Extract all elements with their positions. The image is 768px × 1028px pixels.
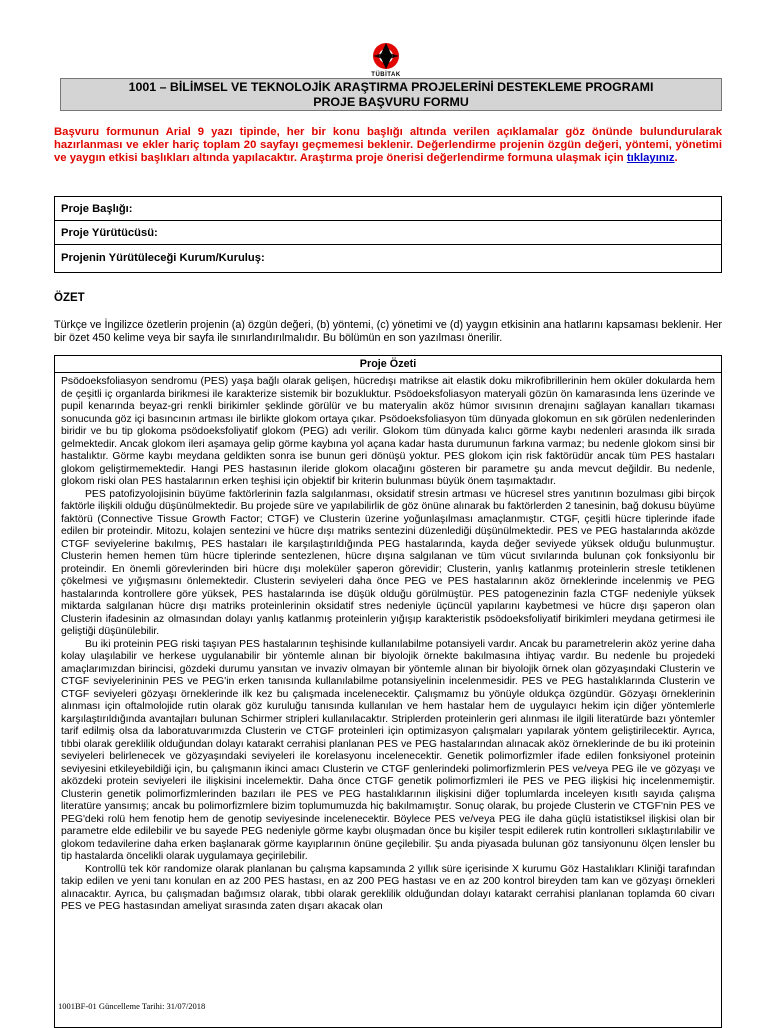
summary-paragraph: Psödoeksfoliasyon sendromu (PES) yaşa bağlı olarak gelişen, hücredışı matrikse ait elastik doku mikrofibrillerinin hem oküler dokularda hem de çeşitli iç organlarda birikmesi ile karakterize sistemik bir bozukluktur. Psödoeksfoliasyon materyali gözün ön kamarasında lens üzerinde ve pupil kenarında beyaz-gri renkli birikimler şeklinde görülür ve bu materyalin aköz hümor sıvısının drenajını sağlayan kanalları tıkaması sonucunda göz içi basıncının artması ile birlikte glokom ortaya çıkar. Psödoeksfoliasyon tüm dünyada glokomun en sık görülen nedenlerinden biridir ve bu tip glokoma psödoeksfoliyatif glokom (PEG) adı verilir. Glokom tüm dünyada kalıcı görme kaybı nedenleri arasında ilk sırada gelmektedir. Ancak glokom ileri aşamaya gelip görme kaybına yol açana kadar hasta durumunun farkına varmaz; bu nedenle glokom sinsi bir hastalıktır. Görme kaybı meydana geldikten sonra ise bunun geri dönüşü yoktur. PES glokom için risk faktörüdür ancak tüm PES hastaları glokom geliştirmemektedir. Hangi PES hastasının ileride glokom olacağını gösteren bir parametre şu anda mevcut değildir. Bu nedenle, glokom riski olan PES hastalarının erken teşhisi için objektif bir kriterin bulunması büyük önem taşımaktadır. bbox=[61, 376, 715, 487]
project-title-field[interactable]: Proje Başlığı: bbox=[55, 197, 721, 221]
summary-header: Proje Özeti bbox=[55, 356, 721, 373]
instruction-notice bbox=[54, 126, 722, 166]
ozet-description: Türkçe ve İngilizce özetlerin projenin (a) özgün değeri, (b) yöntemi, (c) yönetimi ve (d) yaygın etkisinin ana hatlarını kapsaması beklenir. Her bir özet 450 kelime veya bir sayfa ile sınırlandırılmalıdır. Bu bölümün en son yazılması önerilir. bbox=[54, 319, 722, 344]
summary-paragraph: Bu iki proteinin PEG riski taşıyan PES hastalarının teşhisinde kullanılabilme potansiyeli vardır. Ancak bu parametrelerin aköz yerine daha kolay ulaşılabilir ve herkese uygulanabilir bir yöntemle alınan bir biyolojik örnekte bakılmasına ihtiyaç vardır. Bu nedenle bu projedeki amaçlarımızdan birincisi, gözdeki durumu yansıtan ve invaziv olmayan bir yöntemle alınan bir biyolojik örnek olan gözyaşındaki Clusterin ve CTGF seviyelerininin PES ve PEG'in erken tanısında kullanılabilme potansiyelinin incelenmesidir. PES ve PEG hastalıklarında Clusterin ve CTGF seviyeleri gözyaşı örneklerinde ilk kez bu çalışmada incelenecektir. Çalışmamız bu yönüyle oldukça özgündür. Gözyaşı örneklerinin alınması için oftalmolojide rutin olarak göz kuruluğu tanısında kullanılan ve hem hastalar hem de uygulayıcı hekim için diğer yöntemlerle karşılaştırıldığında avantajları bulunan Schirmer stripleri kullanılacaktır. Striplerden proteinlerin geri alınması ile ilgili literatürde bazı yöntemler tarif edilmiş olsa da laboratuvarımızda Clusterin ve CTGF proteinleri için optimizasyon çalışmaları yapılarak yöntem geliştirilecektir. Ayrıca, tıbbi olarak gereklilik olduğundan dolayı katarakt cerrahisi planlanan PES ve PEG hastalarından alınacak aköz örneklerinde de bu iki proteinin seviyeleri belirlenecek ve gözyaşındaki seviyeleri ile korelasyonu incelenecektir. Genetik polimorfizmler ifade edilen fonksiyonel proteinin seviyesini etkileyebildiği için, bu çalışmanın ikinci amacı Clusterin ve CTGF genlerindeki polimorfizmlerin PES ve/veya PEG ile ve gözyaşı ve aközdeki protein seviyeleri ile ilişkisini incelemektir. Daha önce CTGF genetik polimorfizmleri ile PES ve PEG ilişkisi hiç incelenmemiştir. Clusterin genetik polimorfizmlerinden bazıları ile PES ve PEG hastalıklarının ilişkisini diğer toplumlarda inceleyen kısıtlı sayıda çalışma literatüre yansımış; ancak bu polimorfizmlere bizim toplumumuzda hiç bakılmamıştır. Sonuç olarak, bu projede Clusterin ve CTGF'nin PES ve PEG'deki rolü hem fenotip hem de genotip seviyesinde incelenecektir. Böylece PES ve/veya PEG ile daha güçlü istatistiksel ilişkisi olan bir parametre elde edilebilir ve bu sayede PEG nedeniyle görme kaybı oluşmadan önce bu kişiler tespit edilerek rutin kontrolleri sıklaştırılabilir ve glokom tedavilerine daha erken başlanarak görme kayıplarının önüne geçilebilir. Şu anda piyasada bulunan göz tansiyonunu ölçen lensler bu tip hastalarda öncelikli olarak uygulamaya geçirilebilir. bbox=[61, 638, 715, 862]
summary-body[interactable] bbox=[55, 373, 721, 914]
logo-text: TÜBİTAK bbox=[371, 72, 401, 78]
evaluation-form-link[interactable]: tıklayınız bbox=[626, 152, 675, 165]
section-heading-ozet: ÖZET bbox=[54, 292, 85, 304]
notice-text: Başvuru formunun Arial 9 yazı tipinde, her bir konu başlığı altında verilen açıklamalar göz önünde bulundurularak hazırlanması ve ekler hariç toplam 20 sayfayı geçmemesi beklenir. Değerlendirme projenin özgün değeri, yöntemi, yönetimi ve yaygın etkisi başlıkları altında yapılacaktır. Araştırma proje önerisi değerlendirme formuna ulaşmak için bbox=[54, 126, 722, 165]
notice-end: . bbox=[674, 152, 678, 165]
document-footer: 1001BF-01 Güncelleme Tarihi: 31/07/2018 bbox=[58, 1001, 209, 1011]
summary-paragraph: PES patofizyolojisinin büyüme faktörlerinin fazla salgılanması, oksidatif stresin artması ve hücresel stres yanıtının bozulması gibi birçok faktörle ilişkili olduğu düşünülmektedir. Bu projede süre ve yapılabilirlik de göz önüne alınarak bu faktörlerden 2 tanesinin, bağ dokusu büyüme faktörü (Connective Tissue Growth Factor; CTGF) ve Clusterin üzerine yoğunlaşılması amaçlanmıştır. CTGF, çeşitli hücre tiplerinde ifade edilen bir proteindir. Mitozu, kolajen sentezini ve hücre dışı matriks sentezini düzenlediği düşünülmektedir. PES ve PEG hastalarında aközde CTGF seviyelerine bakılmış, PES hastaları ile karşılaştırıldığında PEG hastalarında, kayda değer seviyede yüksek olduğu bulunmuştur. Clusterin hemen hemen tüm hücre tiplerinde sentezlenen, hücre dışına salgılanan ve tüm vücut sıvılarında bulunan çok fonksiyonlu bir proteindir. En önemli görevlerinden biri hücre dışı moleküler şaperon görevidir; Clusterin, yanlış katlanmış proteinlerin stresle tetiklenen çökelmesi ve yığışmasını önlemektedir. Clusterin seviyeleri daha önce PEG ve PES hastalarının aköz örneklerinde incelenmiş ve PEG hastalarında kontrollere göre yüksek, PES hastalarında ise düşük olduğu görülmüştür. PES patogenezinin fazla CTGF nedeniyle yüksek miktarda salgılanan hücre dışı matriks proteinlerinin oksidatif stres nedeniyle üçüncül yapılarını kaybetmesi ve hücre dışı şaperon olan Clusterin ifadesinin az olmasından dolayı yanlış katlanmış proteinlerin yığışıp karakteristik psödoeksfoliyatif birikimleri meydana getirmesi ile geliştiği düşünülebilir. bbox=[61, 488, 715, 637]
form-title bbox=[60, 78, 722, 111]
project-lead-field[interactable]: Proje Yürütücüsü: bbox=[55, 221, 721, 245]
summary-paragraph: Kontrollü tek kör randomize olarak planlanan bu çalışma kapsamında 2 yıllık süre içerisinde X kurumu Göz Hastalıkları Kliniği tarafından takip edilen ve yeni tanı konulan en az 200 PES hastası, en az 200 PEG hastası ve en az 200 kontrol bireyden tam kan ve gözyaşı örnekleri alınacaktır. Ayrıca, bu çalışmadan bağımsız olarak, tıbbi olarak gereklilik olduğundan dolayı katarakt cerrahisi planlanan toplamda 60 civarı PES ve PEG hastasından ameliyat sırasında zaten dışarı akacak olan bbox=[61, 863, 715, 912]
project-institution-field[interactable]: Projenin Yürütüleceği Kurum/Kuruluş: bbox=[61, 252, 265, 264]
tubitak-emblem-icon bbox=[370, 40, 402, 72]
tubitak-logo bbox=[370, 40, 402, 82]
project-info-table bbox=[54, 196, 722, 273]
program-title: 1001 – BİLİMSEL VE TEKNOLOJİK ARAŞTIRMA PROJELERİNİ DESTEKLEME PROGRAMI bbox=[128, 80, 654, 94]
project-summary-box[interactable] bbox=[54, 355, 722, 1028]
form-subtitle: PROJE BAŞVURU FORMU bbox=[313, 95, 469, 109]
